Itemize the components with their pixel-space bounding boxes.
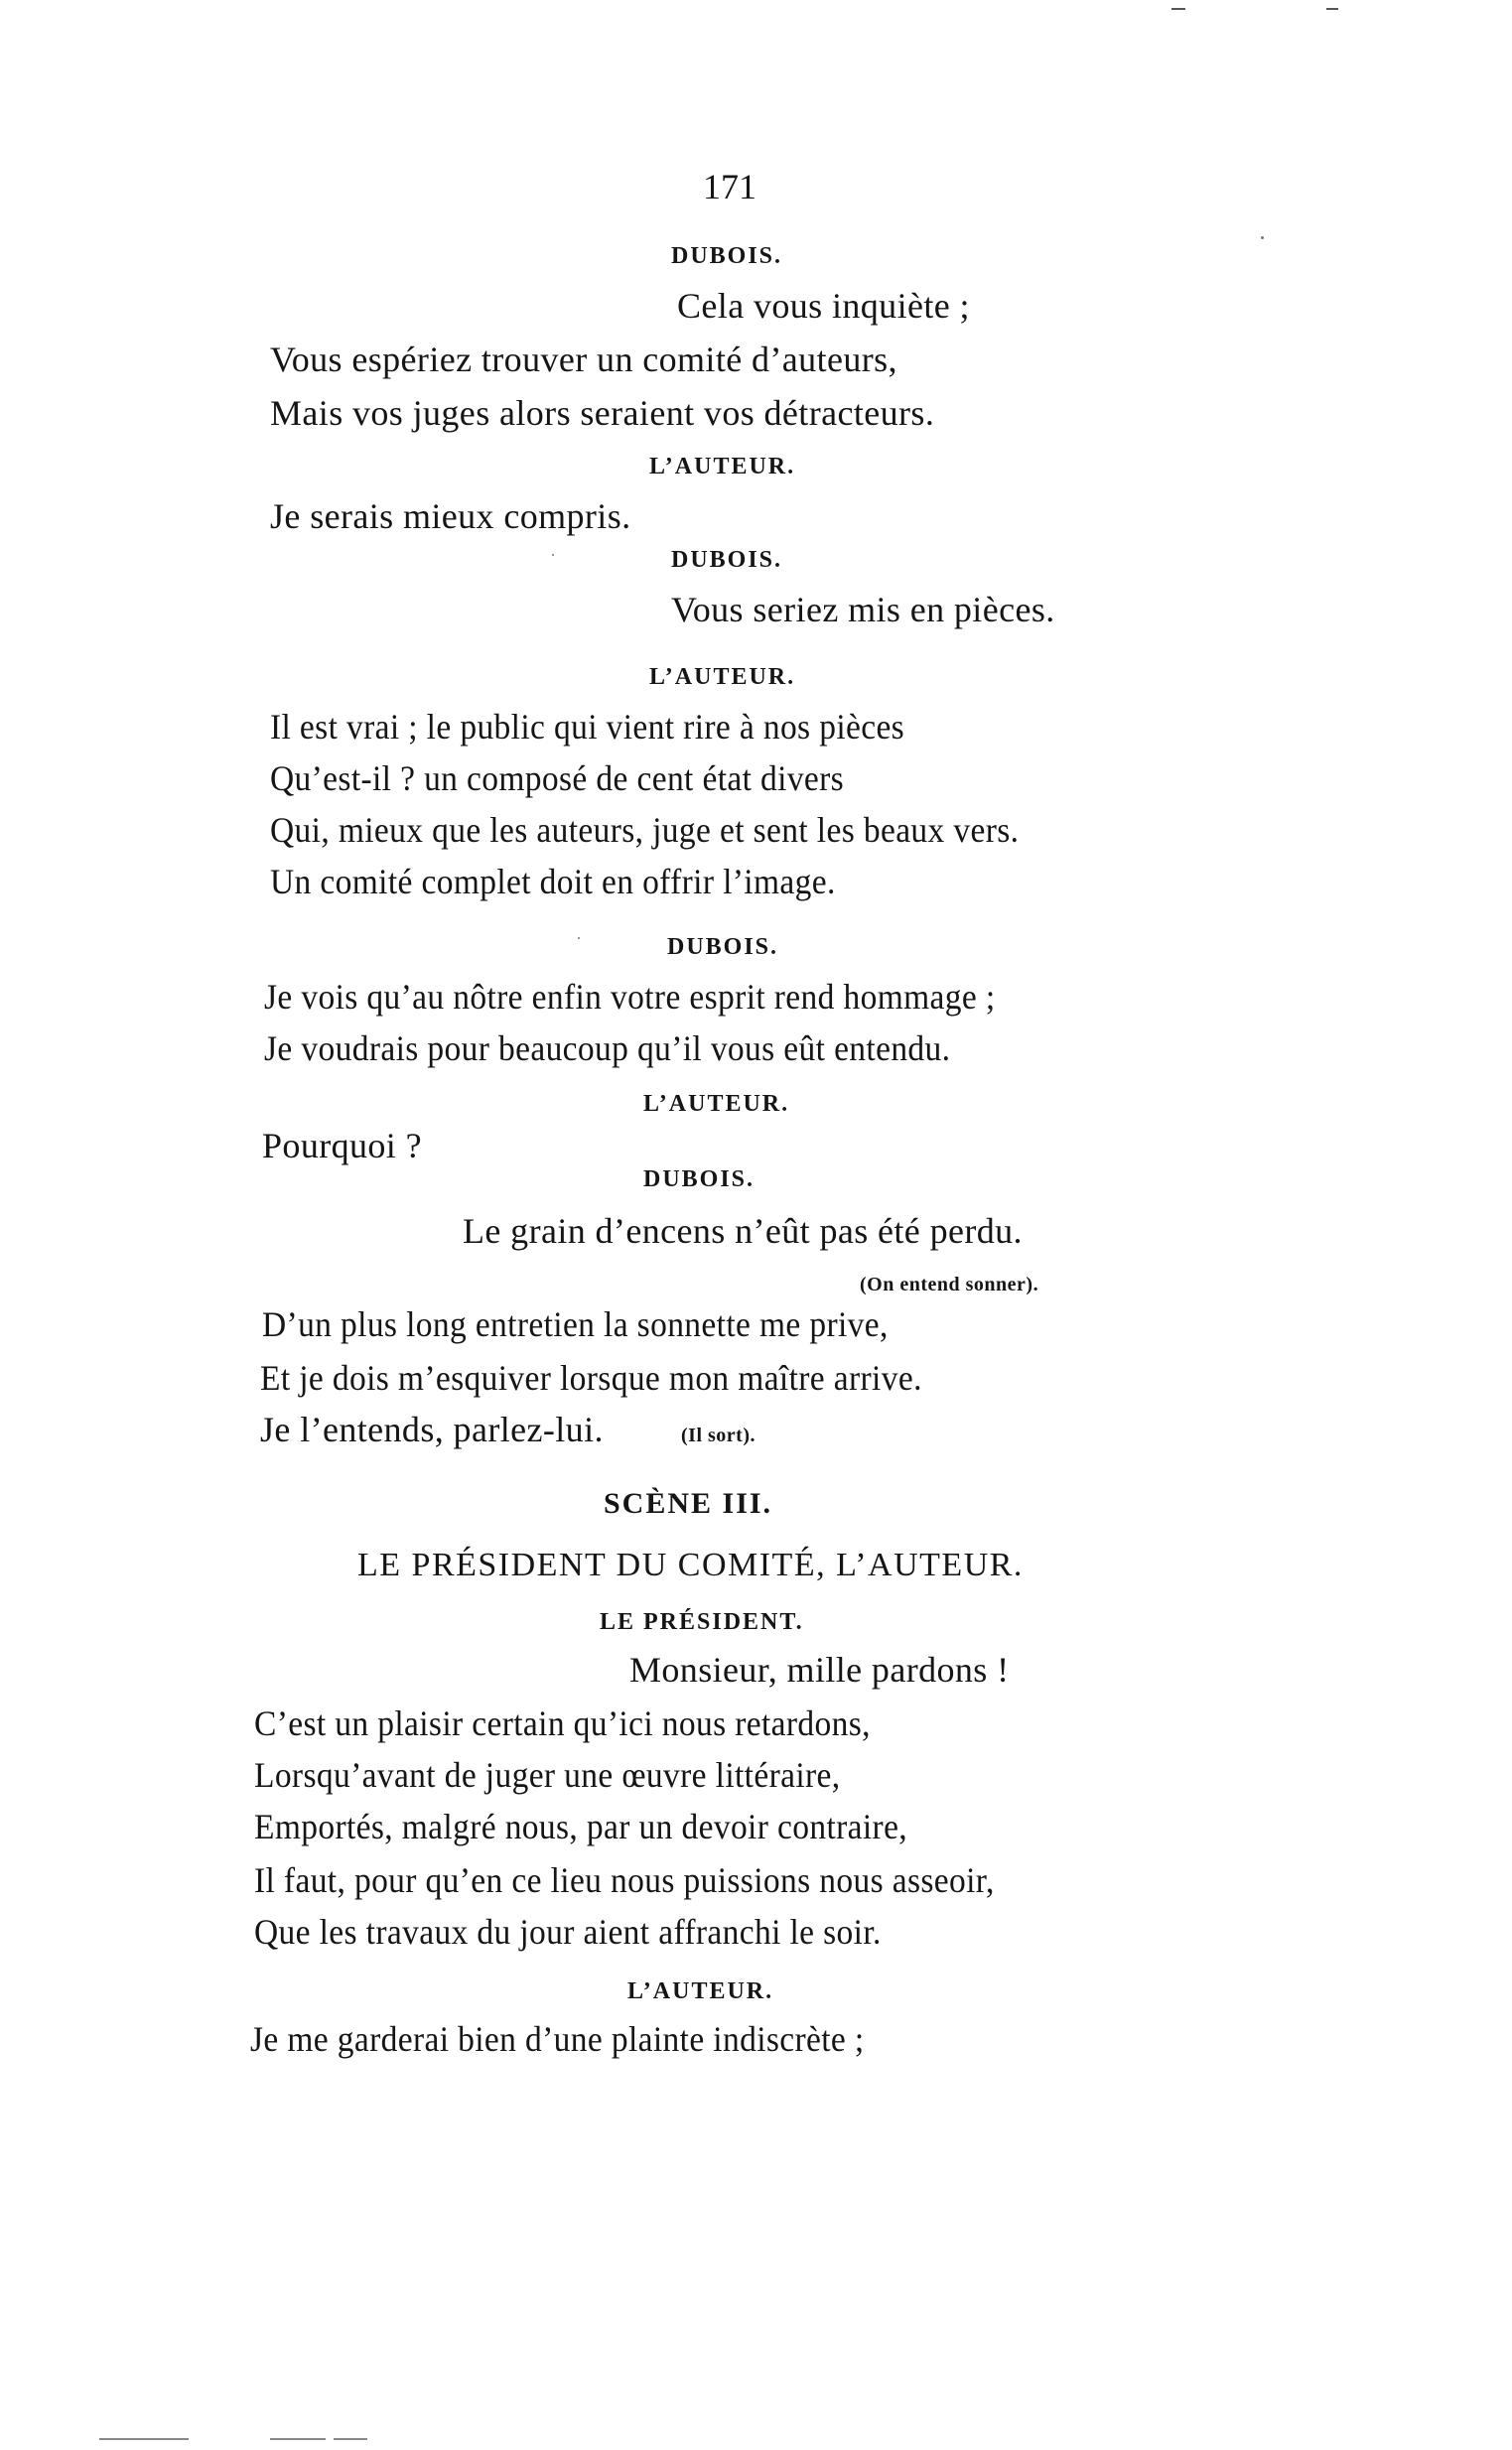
stage-direction: (Il sort). xyxy=(681,1425,756,1446)
verse-line: C’est un plaisir certain qu’ici nous retardons, xyxy=(254,1703,871,1743)
speaker-auteur: L’AUTEUR. xyxy=(627,1978,774,2004)
page-number: 171 xyxy=(703,167,756,206)
verse-line: D’un plus long entretien la sonnette me prive, xyxy=(262,1304,889,1344)
speaker-dubois: DUBOIS. xyxy=(667,934,779,960)
verse-line: Je serais mieux compris. xyxy=(270,496,631,536)
speaker-auteur: L’AUTEUR. xyxy=(649,454,796,479)
scan-speck xyxy=(1261,236,1264,239)
scene-heading: SCÈNE III. xyxy=(604,1487,773,1520)
verse-line: Pourquoi ? xyxy=(262,1126,422,1165)
scan-edge-mark xyxy=(270,2438,326,2440)
verse-line: Vous espériez trouver un comité d’auteurs, xyxy=(270,340,897,379)
speaker-dubois: DUBOIS. xyxy=(643,1166,756,1192)
stage-direction: (On entend sonner). xyxy=(860,1274,1039,1295)
verse-line: Vous seriez mis en pièces. xyxy=(671,590,1055,629)
speaker-president: LE PRÉSIDENT. xyxy=(600,1609,804,1635)
verse-line: Cela vous inquiète ; xyxy=(677,286,970,326)
verse-line: Le grain d’encens n’eût pas été perdu. xyxy=(463,1211,1023,1251)
verse-line: Que les travaux du jour aient affranchi le soir. xyxy=(254,1912,882,1952)
scene-cast: LE PRÉSIDENT DU COMITÉ, L’AUTEUR. xyxy=(357,1547,1024,1583)
scan-edge-mark xyxy=(1171,8,1185,10)
verse-line: Je l’entends, parlez-lui. xyxy=(260,1410,604,1449)
speaker-auteur: L’AUTEUR. xyxy=(643,1091,790,1117)
verse-line: Emportés, malgré nous, par un devoir contraire, xyxy=(254,1807,908,1846)
verse-line: Je me garderai bien d’une plainte indiscrète ; xyxy=(250,2019,865,2059)
verse-line: Qui, mieux que les auteurs, juge et sent les beaux vers. xyxy=(270,810,1020,850)
speaker-auteur: L’AUTEUR. xyxy=(649,664,796,690)
verse-line: Qu’est-il ? un composé de cent état divers xyxy=(270,758,845,798)
verse-line: Lorsqu’avant de juger une œuvre littéraire, xyxy=(254,1755,841,1795)
scan-edge-mark xyxy=(99,2438,189,2440)
verse-line: Et je dois m’esquiver lorsque mon maître arrive. xyxy=(260,1358,922,1398)
scan-edge-mark xyxy=(334,2438,367,2440)
scan-speck xyxy=(578,937,580,939)
verse-line: Je vois qu’au nôtre enfin votre esprit rend hommage ; xyxy=(264,977,996,1017)
speaker-dubois: DUBOIS. xyxy=(671,243,783,269)
verse-line: Il faut, pour qu’en ce lieu nous puissions nous asseoir, xyxy=(254,1860,995,1900)
speaker-dubois: DUBOIS. xyxy=(671,547,783,573)
verse-line: Il est vrai ; le public qui vient rire à nos pièces xyxy=(270,707,905,747)
verse-line: Monsieur, mille pardons ! xyxy=(629,1650,1010,1690)
verse-line: Un comité complet doit en offrir l’image. xyxy=(270,862,836,901)
scan-edge-mark xyxy=(1326,8,1338,10)
scan-speck xyxy=(552,554,554,556)
verse-line: Je voudrais pour beaucoup qu’il vous eût entendu. xyxy=(264,1028,951,1068)
verse-line: Mais vos juges alors seraient vos détracteurs. xyxy=(270,393,935,433)
